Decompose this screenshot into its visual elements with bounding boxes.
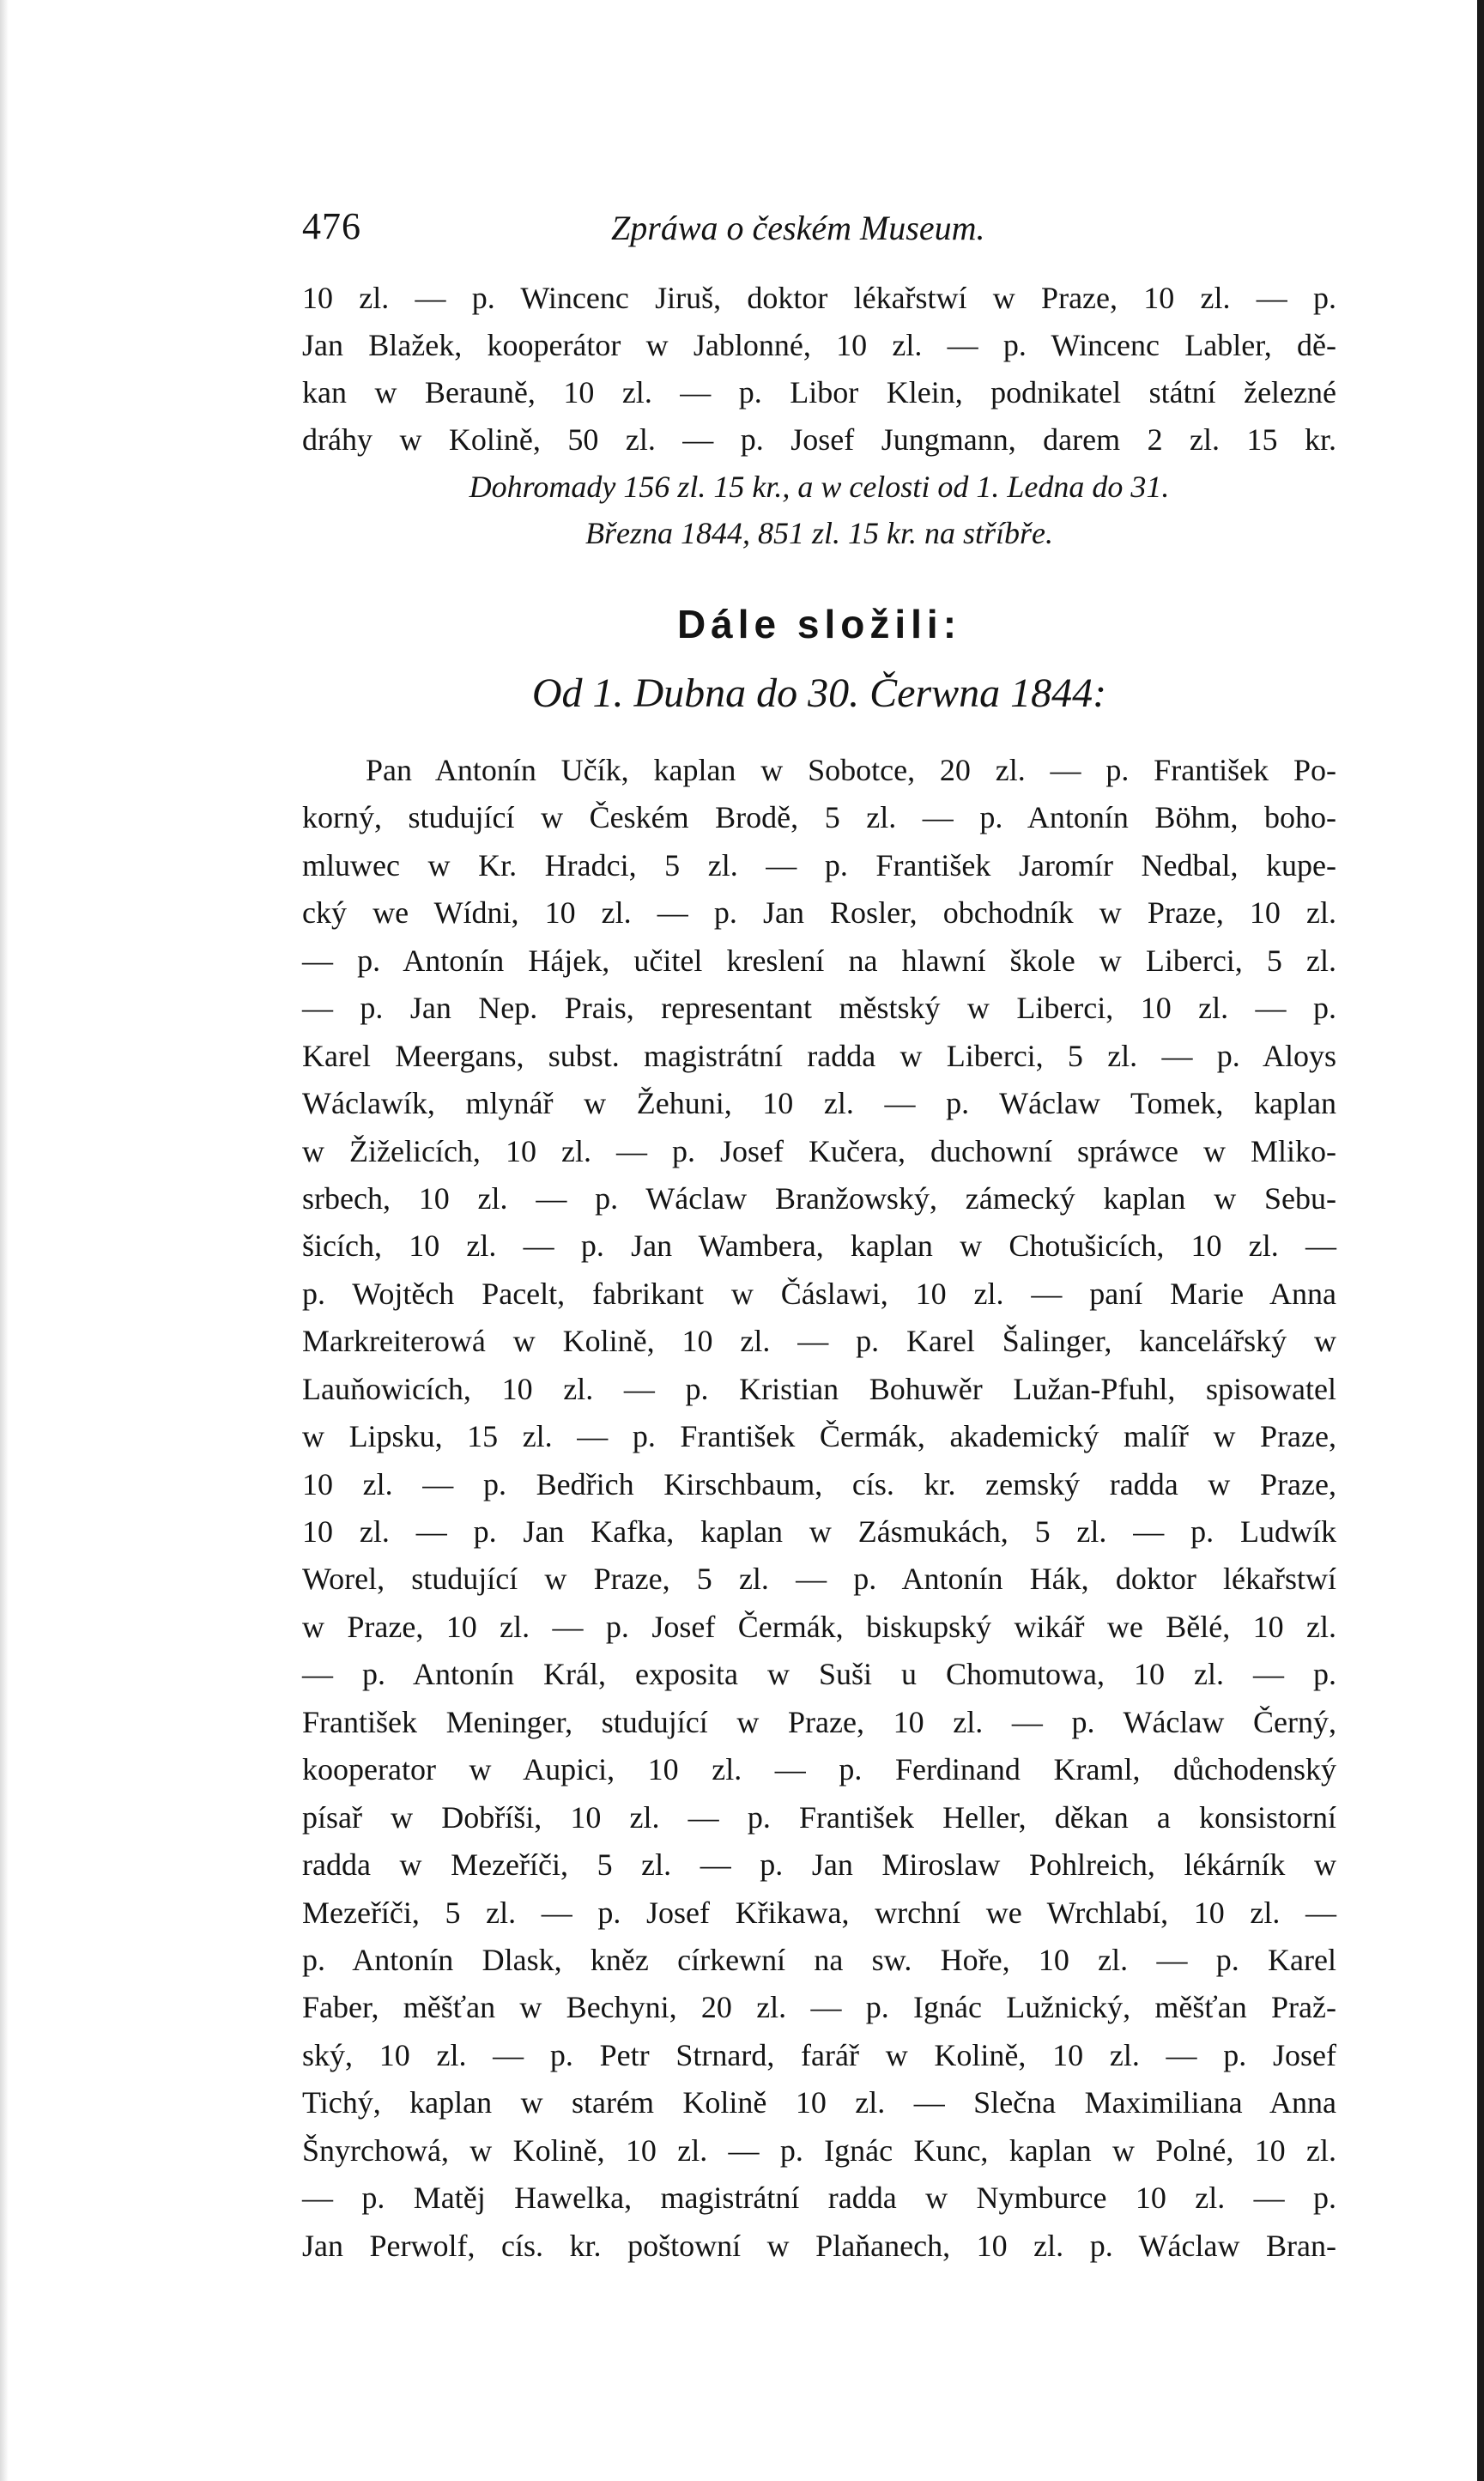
donor-line: Wáclawík, mlynář w Žehuni, 10 zl. — p. Wáclaw Tomek, kaplan [302,1086,1336,1121]
donor-line: cký we Wídni, 10 zl. — p. Jan Rosler, obchodník w Praze, 10 zl. [302,895,1336,931]
donor-line: mluwec w Kr. Hradci, 5 zl. — p. František Jaromír Nedbal, kupe- [302,847,1336,883]
intro-line: Jan Blažek, kooperátor w Jablonné, 10 zl. — p. Wincenc Labler, dě- [302,327,1336,362]
section-heading: Dále složili: [676,602,962,646]
donor-line: 10 zl. — p. Bedřich Kirschbaum, cís. kr. zemský radda w Praze, [302,1466,1336,1501]
scan-edge-left [0,0,9,2481]
donor-line: — p. Antonín Hájek, učitel kreslení na hlawní škole w Liberci, 5 zl. [302,943,1336,978]
donor-line: Šnyrchowá, w Kolině, 10 zl. — p. Ignác Kunc, kaplan w Polné, 10 zl. [302,2132,1336,2168]
donor-line: — p. Antonín Král, exposita w Suši u Chomutowa, 10 zl. — p. [302,1657,1336,1692]
donor-line: p. Wojtěch Pacelt, fabrikant w Čáslawi, 10 zl. — paní Marie Anna [302,1276,1336,1311]
donor-line: radda w Mezeříči, 5 zl. — p. Jan Miroslaw Pohlreich, lékárník w [302,1847,1336,1883]
donor-line: korný, studující w Českém Brodě, 5 zl. — p. Antonín Böhm, boho- [302,800,1336,835]
intro-paragraph [302,275,1336,557]
donor-line: w Žiželicích, 10 zl. — p. Josef Kučera, duchowní spráwce w Mliko- [302,1133,1336,1168]
donor-line: Tichý, kaplan w starém Kolině 10 zl. — Slečna Maximiliana Anna [302,2085,1336,2120]
donor-line: — p. Jan Nep. Prais, representant městský w Liberci, 10 zl. — p. [302,991,1336,1026]
donor-line: 10 zl. — p. Jan Kafka, kaplan w Zásmukách, 5 zl. — p. Ludwík [302,1514,1336,1549]
total-line: Března 1844, 851 zl. 15 kr. na stříbře. [585,516,1053,551]
page-header [302,204,1336,256]
donor-line: srbech, 10 zl. — p. Wáclaw Branžowský, zámecký kaplan w Sebu- [302,1180,1336,1216]
donor-list [302,747,1336,2270]
donor-line: Mezeříči, 5 zl. — p. Josef Křikawa, wrchní we Wrchlabí, 10 zl. — [302,1895,1336,1930]
donor-line: — p. Matěj Hawelka, magistrátní radda w Nymburce 10 zl. — p. [302,2181,1336,2216]
donor-line: w Lipsku, 15 zl. — p. František Čermák, akademický malíř w Praze, [302,1419,1336,1454]
donor-line: p. Antonín Dlask, kněz církewní na sw. Hoře, 10 zl. — p. Karel [302,1942,1336,1977]
intro-line: 10 zl. — p. Wincenc Jiruš, doktor lékařstwí w Praze, 10 zl. — p. [302,281,1336,315]
intro-line: kan w Berauně, 10 zl. — p. Libor Klein, podnikatel státní železné [302,374,1336,409]
page-number: 476 [302,205,361,247]
section-date: Od 1. Dubna do 30. Čerwna 1844: [531,670,1107,716]
donor-line: šicích, 10 zl. — p. Jan Wambera, kaplan w Chotušicích, 10 zl. — [302,1228,1336,1264]
donor-line: Worel, studující w Praze, 5 zl. — p. Antonín Hák, doktor lékařstwí [302,1562,1336,1597]
donor-line: Lauňowicích, 10 zl. — p. Kristian Bohuwěr Lužan-Pfuhl, spisowatel [302,1371,1336,1406]
donor-line: Jan Perwolf, cís. kr. poštowní w Plaňanech, 10 zl. p. Wáclaw Bran- [302,2228,1336,2263]
donor-line: Pan Antonín Učík, kaplan w Sobotce, 20 zl. — p. František Po- [366,753,1336,787]
donor-line: František Meninger, studující w Praze, 10 zl. — p. Wáclaw Černý, [302,1704,1336,1739]
scan-edge-right [1477,0,1484,2481]
donor-line: Karel Meergans, subst. magistrátní radda w Liberci, 5 zl. — p. Aloys [302,1038,1336,1073]
donor-line: Markreiterowá w Kolině, 10 zl. — p. Karel Šalinger, kancelářský w [302,1324,1336,1359]
donor-line: písař w Dobříši, 10 zl. — p. František Heller, děkan a konsistorní [302,1799,1336,1835]
intro-line: dráhy w Kolině, 50 zl. — p. Josef Jungmann, darem 2 zl. 15 kr. [302,422,1336,457]
donor-line: Faber, měšťan w Bechyni, 20 zl. — p. Ignác Lužnický, měšťan Praž- [302,1990,1336,2025]
donor-line: w Praze, 10 zl. — p. Josef Čermák, biskupský wikář we Bělé, 10 zl. [302,1609,1336,1644]
donor-line: kooperator w Aupici, 10 zl. — p. Ferdinand Kraml, důchodenský [302,1752,1336,1787]
total-line: Dohromady 156 zl. 15 kr., a w celosti od 1. Ledna do 31. [469,469,1170,504]
donor-line: ský, 10 zl. — p. Petr Strnard, farář w Kolině, 10 zl. — p. Josef [302,2037,1336,2072]
running-head: Zpráwa o českém Museum. [611,209,985,247]
